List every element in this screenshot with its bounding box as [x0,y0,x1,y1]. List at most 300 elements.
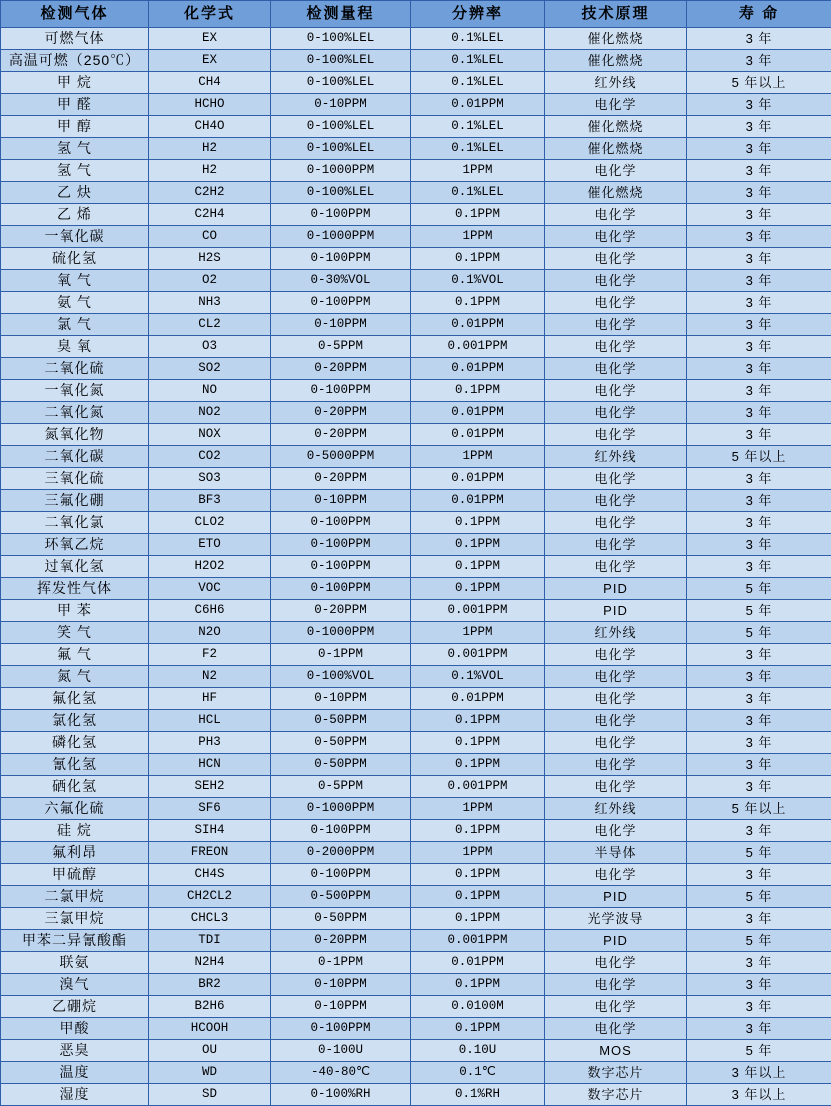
table-body [1,28,831,1106]
cell-range: 0-100%LEL [271,28,411,50]
cell-principle: 电化学 [545,380,687,402]
cell-life: 3 年 [687,512,831,534]
cell-resolution: 1PPM [411,622,545,644]
cell-life: 3 年 [687,732,831,754]
cell-life: 3 年 [687,1018,831,1040]
cell-life: 3 年 [687,908,831,930]
cell-principle: PID [545,578,687,600]
cell-gas-name: 环氧乙烷 [1,534,149,556]
cell-formula: HCN [149,754,271,776]
cell-formula: NH3 [149,292,271,314]
cell-gas-name: 三氯甲烷 [1,908,149,930]
cell-principle: 电化学 [545,292,687,314]
cell-resolution: 0.1PPM [411,512,545,534]
cell-formula: HF [149,688,271,710]
table-row [1,72,831,94]
cell-gas-name: 甲硫醇 [1,864,149,886]
cell-principle: PID [545,886,687,908]
cell-gas-name: 硅 烷 [1,820,149,842]
cell-range: 0-1PPM [271,952,411,974]
cell-principle: 电化学 [545,270,687,292]
cell-gas-name: 氮 气 [1,666,149,688]
column-header-range: 检测量程 [271,1,411,28]
table-row [1,556,831,578]
cell-range: 0-1PPM [271,644,411,666]
cell-principle: 电化学 [545,402,687,424]
cell-principle: 红外线 [545,72,687,94]
cell-range: 0-100PPM [271,204,411,226]
cell-resolution: 0.1%LEL [411,116,545,138]
cell-gas-name: 磷化氢 [1,732,149,754]
cell-formula: H2O2 [149,556,271,578]
cell-principle: 催化燃烧 [545,28,687,50]
cell-life: 3 年 [687,292,831,314]
cell-formula: EX [149,28,271,50]
cell-gas-name: 溴气 [1,974,149,996]
cell-principle: 电化学 [545,952,687,974]
cell-principle: 电化学 [545,468,687,490]
cell-resolution: 0.001PPM [411,644,545,666]
cell-range: 0-100PPM [271,1018,411,1040]
cell-gas-name: 甲酸 [1,1018,149,1040]
cell-life: 3 年 [687,160,831,182]
table-row [1,380,831,402]
cell-gas-name: 湿度 [1,1084,149,1106]
cell-principle: 电化学 [545,534,687,556]
cell-principle: MOS [545,1040,687,1062]
cell-life: 5 年 [687,600,831,622]
cell-resolution: 0.1PPM [411,974,545,996]
cell-range: 0-100%LEL [271,138,411,160]
table-row [1,468,831,490]
cell-principle: 电化学 [545,1018,687,1040]
cell-range: 0-50PPM [271,754,411,776]
cell-gas-name: 氨 气 [1,292,149,314]
cell-formula: WD [149,1062,271,1084]
cell-range: 0-100%RH [271,1084,411,1106]
cell-resolution: 0.001PPM [411,930,545,952]
cell-range: 0-5PPM [271,776,411,798]
cell-gas-name: 氰化氢 [1,754,149,776]
cell-principle: 光学波导 [545,908,687,930]
table-row [1,776,831,798]
cell-principle: 电化学 [545,248,687,270]
column-header-life: 寿 命 [687,1,831,28]
cell-gas-name: 二氧化氯 [1,512,149,534]
table-row [1,314,831,336]
cell-life: 5 年 [687,622,831,644]
cell-resolution: 0.1℃ [411,1062,545,1084]
cell-resolution: 0.1PPM [411,292,545,314]
cell-principle: 电化学 [545,512,687,534]
cell-resolution: 0.1PPM [411,732,545,754]
cell-life: 3 年 [687,204,831,226]
cell-resolution: 0.1%LEL [411,138,545,160]
cell-principle: 电化学 [545,160,687,182]
table-row [1,1062,831,1084]
column-header-gas: 检测气体 [1,1,149,28]
cell-principle: 电化学 [545,556,687,578]
cell-gas-name: 甲 醇 [1,116,149,138]
cell-principle: 电化学 [545,820,687,842]
cell-formula: H2S [149,248,271,270]
cell-gas-name: 二氧化碳 [1,446,149,468]
table-row [1,182,831,204]
cell-range: 0-100%LEL [271,72,411,94]
cell-life: 3 年 [687,248,831,270]
table-row [1,50,831,72]
cell-life: 5 年 [687,1040,831,1062]
table-row [1,424,831,446]
table-row [1,358,831,380]
cell-principle: 电化学 [545,358,687,380]
cell-resolution: 0.1PPM [411,556,545,578]
cell-formula: CL2 [149,314,271,336]
cell-range: 0-100PPM [271,820,411,842]
cell-gas-name: 六氟化硫 [1,798,149,820]
cell-resolution: 0.1PPM [411,864,545,886]
cell-resolution: 0.01PPM [411,402,545,424]
cell-principle: 电化学 [545,490,687,512]
cell-gas-name: 硫化氢 [1,248,149,270]
cell-resolution: 0.1PPM [411,710,545,732]
table-row [1,446,831,468]
cell-life: 3 年 [687,974,831,996]
cell-formula: N2 [149,666,271,688]
cell-life: 3 年 [687,182,831,204]
cell-range: 0-100U [271,1040,411,1062]
cell-range: 0-5000PPM [271,446,411,468]
table-row [1,1040,831,1062]
cell-principle: 电化学 [545,710,687,732]
cell-resolution: 0.1PPM [411,204,545,226]
cell-gas-name: 甲 苯 [1,600,149,622]
cell-gas-name: 乙硼烷 [1,996,149,1018]
cell-range: 0-20PPM [271,930,411,952]
cell-principle: 红外线 [545,622,687,644]
cell-principle: 电化学 [545,644,687,666]
cell-resolution: 0.1%LEL [411,182,545,204]
cell-life: 3 年 [687,94,831,116]
cell-resolution: 0.1%RH [411,1084,545,1106]
cell-resolution: 0.1PPM [411,1018,545,1040]
cell-range: 0-100PPM [271,380,411,402]
cell-range: 0-20PPM [271,600,411,622]
cell-range: 0-50PPM [271,710,411,732]
cell-formula: NO [149,380,271,402]
cell-life: 3 年 [687,314,831,336]
table-row [1,996,831,1018]
cell-principle: 催化燃烧 [545,50,687,72]
cell-life: 3 年 [687,556,831,578]
cell-formula: NO2 [149,402,271,424]
cell-gas-name: 氢 气 [1,160,149,182]
cell-formula: TDI [149,930,271,952]
cell-principle: PID [545,600,687,622]
cell-gas-name: 乙 炔 [1,182,149,204]
cell-principle: 电化学 [545,204,687,226]
table-row [1,974,831,996]
table-row [1,864,831,886]
cell-principle: 数字芯片 [545,1062,687,1084]
cell-principle: 电化学 [545,776,687,798]
table-row [1,226,831,248]
cell-principle: 电化学 [545,666,687,688]
cell-resolution: 0.1%LEL [411,72,545,94]
cell-range: 0-1000PPM [271,160,411,182]
cell-life: 3 年 [687,820,831,842]
cell-range: 0-20PPM [271,424,411,446]
table-row [1,798,831,820]
cell-gas-name: 一氧化碳 [1,226,149,248]
cell-gas-name: 氟化氢 [1,688,149,710]
cell-range: 0-100%LEL [271,182,411,204]
cell-formula: SO3 [149,468,271,490]
cell-formula: EX [149,50,271,72]
cell-range: 0-1000PPM [271,798,411,820]
cell-gas-name: 臭 氧 [1,336,149,358]
cell-formula: BR2 [149,974,271,996]
cell-formula: CH4O [149,116,271,138]
table-row [1,754,831,776]
cell-resolution: 0.1%VOL [411,270,545,292]
cell-resolution: 0.01PPM [411,358,545,380]
cell-formula: SD [149,1084,271,1106]
cell-resolution: 0.01PPM [411,952,545,974]
cell-range: 0-100%LEL [271,50,411,72]
cell-life: 5 年以上 [687,72,831,94]
cell-principle: 催化燃烧 [545,138,687,160]
column-header-resolution: 分辨率 [411,1,545,28]
cell-formula: H2 [149,160,271,182]
cell-principle: 电化学 [545,226,687,248]
table-row [1,820,831,842]
cell-life: 3 年 [687,50,831,72]
cell-formula: B2H6 [149,996,271,1018]
cell-life: 5 年 [687,886,831,908]
table-row [1,732,831,754]
cell-resolution: 0.01PPM [411,468,545,490]
table-row [1,886,831,908]
cell-gas-name: 氧 气 [1,270,149,292]
cell-resolution: 0.001PPM [411,776,545,798]
cell-principle: 电化学 [545,864,687,886]
cell-gas-name: 联氨 [1,952,149,974]
cell-principle: 半导体 [545,842,687,864]
cell-range: 0-100PPM [271,292,411,314]
cell-gas-name: 氯化氢 [1,710,149,732]
cell-resolution: 1PPM [411,226,545,248]
cell-principle: 电化学 [545,314,687,336]
cell-principle: 催化燃烧 [545,116,687,138]
cell-gas-name: 过氧化氢 [1,556,149,578]
cell-resolution: 0.0100M [411,996,545,1018]
cell-formula: CO2 [149,446,271,468]
column-header-formula: 化学式 [149,1,271,28]
table-row [1,292,831,314]
cell-life: 5 年 [687,930,831,952]
cell-range: 0-10PPM [271,974,411,996]
cell-gas-name: 氢 气 [1,138,149,160]
cell-resolution: 0.01PPM [411,94,545,116]
cell-life: 5 年以上 [687,798,831,820]
cell-gas-name: 二氧化硫 [1,358,149,380]
cell-range: 0-20PPM [271,358,411,380]
cell-formula: N2H4 [149,952,271,974]
cell-range: 0-10PPM [271,94,411,116]
table-row [1,842,831,864]
cell-principle: 电化学 [545,974,687,996]
cell-formula: CO [149,226,271,248]
cell-resolution: 0.01PPM [411,490,545,512]
cell-life: 3 年 [687,754,831,776]
cell-resolution: 0.001PPM [411,600,545,622]
cell-resolution: 0.001PPM [411,336,545,358]
cell-resolution: 0.01PPM [411,424,545,446]
cell-range: 0-50PPM [271,732,411,754]
cell-life: 3 年 [687,952,831,974]
cell-gas-name: 甲 醛 [1,94,149,116]
table-row [1,578,831,600]
cell-principle: PID [545,930,687,952]
cell-life: 3 年 [687,666,831,688]
cell-range: 0-100PPM [271,534,411,556]
cell-life: 5 年以上 [687,446,831,468]
cell-gas-name: 笑 气 [1,622,149,644]
cell-resolution: 0.1%LEL [411,28,545,50]
cell-resolution: 0.01PPM [411,688,545,710]
cell-resolution: 1PPM [411,842,545,864]
cell-life: 3 年 [687,226,831,248]
cell-principle: 电化学 [545,996,687,1018]
table-row [1,908,831,930]
cell-formula: N2O [149,622,271,644]
cell-life: 3 年 [687,710,831,732]
table-row [1,490,831,512]
cell-life: 3 年 [687,138,831,160]
cell-formula: CHCL3 [149,908,271,930]
cell-gas-name: 恶臭 [1,1040,149,1062]
cell-principle: 电化学 [545,424,687,446]
cell-range: 0-500PPM [271,886,411,908]
cell-life: 3 年 [687,402,831,424]
table-row [1,534,831,556]
cell-resolution: 0.1%LEL [411,50,545,72]
cell-life: 3 年 [687,28,831,50]
cell-formula: PH3 [149,732,271,754]
cell-life: 3 年 [687,644,831,666]
cell-gas-name: 二氯甲烷 [1,886,149,908]
cell-formula: VOC [149,578,271,600]
cell-formula: O2 [149,270,271,292]
cell-gas-name: 三氟化硼 [1,490,149,512]
cell-life: 3 年 [687,996,831,1018]
cell-principle: 电化学 [545,336,687,358]
cell-gas-name: 氟 气 [1,644,149,666]
cell-gas-name: 甲 烷 [1,72,149,94]
cell-formula: O3 [149,336,271,358]
cell-principle: 催化燃烧 [545,182,687,204]
table-header-row [1,1,831,28]
cell-formula: CH4 [149,72,271,94]
cell-principle: 红外线 [545,446,687,468]
cell-life: 5 年 [687,578,831,600]
cell-life: 3 年 [687,270,831,292]
cell-life: 3 年以上 [687,1062,831,1084]
table-row [1,204,831,226]
table-row [1,336,831,358]
cell-formula: ETO [149,534,271,556]
cell-formula: C2H4 [149,204,271,226]
cell-resolution: 0.1%VOL [411,666,545,688]
cell-range: 0-1000PPM [271,622,411,644]
table-row [1,1018,831,1040]
cell-gas-name: 高温可燃（250℃） [1,50,149,72]
cell-resolution: 0.1PPM [411,578,545,600]
cell-gas-name: 氮氧化物 [1,424,149,446]
cell-resolution: 1PPM [411,798,545,820]
cell-resolution: 0.1PPM [411,248,545,270]
cell-formula: HCL [149,710,271,732]
cell-resolution: 0.1PPM [411,754,545,776]
cell-life: 3 年 [687,534,831,556]
cell-gas-name: 二氧化氮 [1,402,149,424]
cell-life: 3 年 [687,358,831,380]
cell-gas-name: 温度 [1,1062,149,1084]
cell-gas-name: 乙 烯 [1,204,149,226]
cell-formula: SF6 [149,798,271,820]
table-row [1,952,831,974]
table-row [1,666,831,688]
cell-resolution: 0.1PPM [411,534,545,556]
cell-formula: SEH2 [149,776,271,798]
cell-gas-name: 挥发性气体 [1,578,149,600]
cell-range: 0-1000PPM [271,226,411,248]
cell-range: 0-100PPM [271,556,411,578]
cell-life: 3 年 [687,116,831,138]
cell-life: 5 年 [687,842,831,864]
cell-resolution: 0.1PPM [411,886,545,908]
cell-resolution: 1PPM [411,160,545,182]
cell-resolution: 0.1PPM [411,908,545,930]
cell-resolution: 0.1PPM [411,820,545,842]
cell-formula: SO2 [149,358,271,380]
cell-range: 0-100PPM [271,512,411,534]
cell-range: 0-100%LEL [271,116,411,138]
cell-life: 3 年 [687,490,831,512]
cell-principle: 电化学 [545,754,687,776]
cell-gas-name: 可燃气体 [1,28,149,50]
cell-gas-name: 氟利昂 [1,842,149,864]
cell-life: 3 年 [687,688,831,710]
cell-resolution: 0.10U [411,1040,545,1062]
cell-life: 3 年 [687,380,831,402]
cell-range: 0-50PPM [271,908,411,930]
cell-gas-name: 一氧化氮 [1,380,149,402]
cell-range: 0-100PPM [271,864,411,886]
cell-range: 0-10PPM [271,688,411,710]
table-row [1,644,831,666]
cell-formula: H2 [149,138,271,160]
cell-range: 0-100PPM [271,248,411,270]
cell-life: 3 年 [687,424,831,446]
cell-range: 0-30%VOL [271,270,411,292]
cell-resolution: 1PPM [411,446,545,468]
cell-range: 0-2000PPM [271,842,411,864]
table-row [1,710,831,732]
table-row [1,622,831,644]
cell-formula: CLO2 [149,512,271,534]
